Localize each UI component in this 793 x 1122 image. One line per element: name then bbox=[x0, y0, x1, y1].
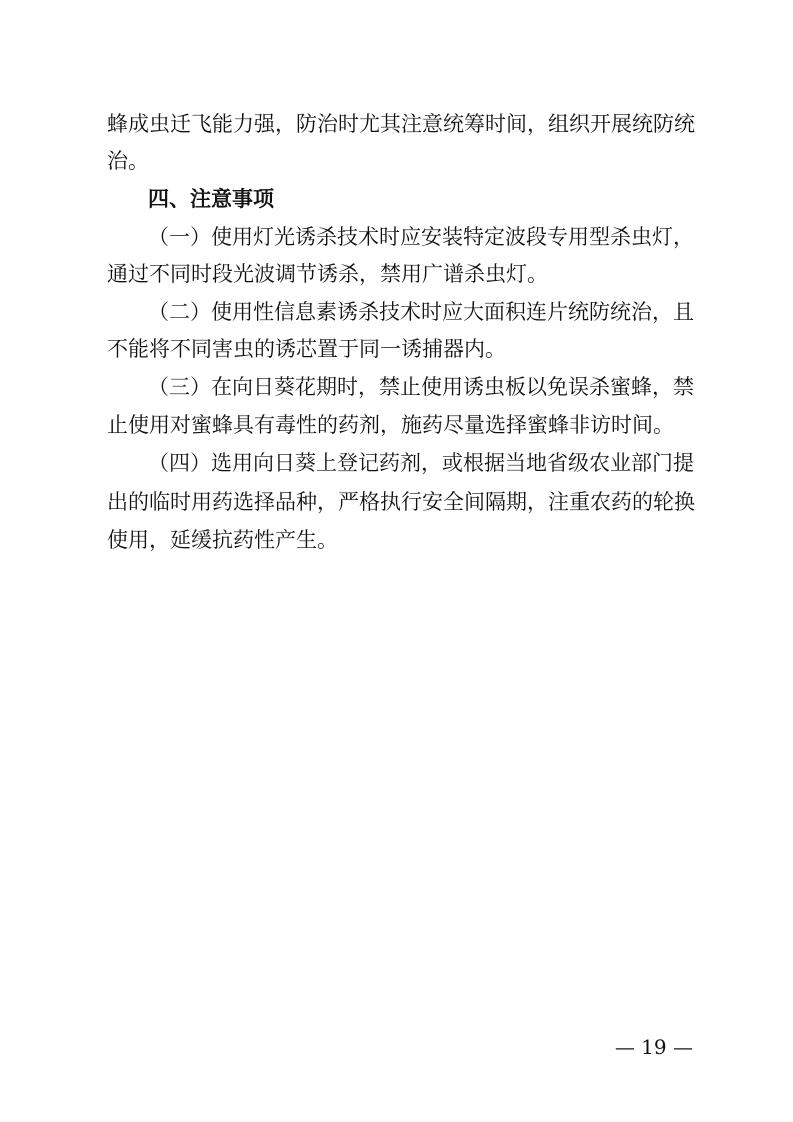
body-text-line: 使用，延缓抗药性产生。 bbox=[107, 528, 338, 552]
body-text-line: 通过不同时段光波调节诱杀，禁用广谱杀虫灯。 bbox=[107, 262, 548, 286]
body-text-line: （一）使用灯光诱杀技术时应安装特定波段专用型杀虫灯， bbox=[148, 225, 694, 249]
body-text-line: 治。 bbox=[107, 149, 149, 173]
body-text-line: 不能将不同害虫的诱芯置于同一诱捕器内。 bbox=[107, 337, 506, 361]
section-heading: 四、注意事项 bbox=[148, 187, 274, 211]
body-text-line: （三）在向日葵花期时，禁止使用诱虫板以免误杀蜜蜂，禁 bbox=[148, 375, 694, 399]
page-number: — 19 — bbox=[614, 1035, 693, 1059]
body-text-line: （四）选用向日葵上登记药剂，或根据当地省级农业部门提 bbox=[148, 451, 694, 475]
body-text-line: （二）使用性信息素诱杀技术时应大面积连片统防统治，且 bbox=[148, 300, 694, 324]
body-text-line: 蜂成虫迁飞能力强，防治时尤其注意统筹时间，组织开展统防统 bbox=[107, 112, 695, 136]
body-text-line: 止使用对蜜蜂具有毒性的药剂，施药尽量选择蜜蜂非访时间。 bbox=[107, 413, 674, 437]
body-text-line: 出的临时用药选择品种，严格执行安全间隔期，注重农药的轮换 bbox=[107, 490, 695, 514]
